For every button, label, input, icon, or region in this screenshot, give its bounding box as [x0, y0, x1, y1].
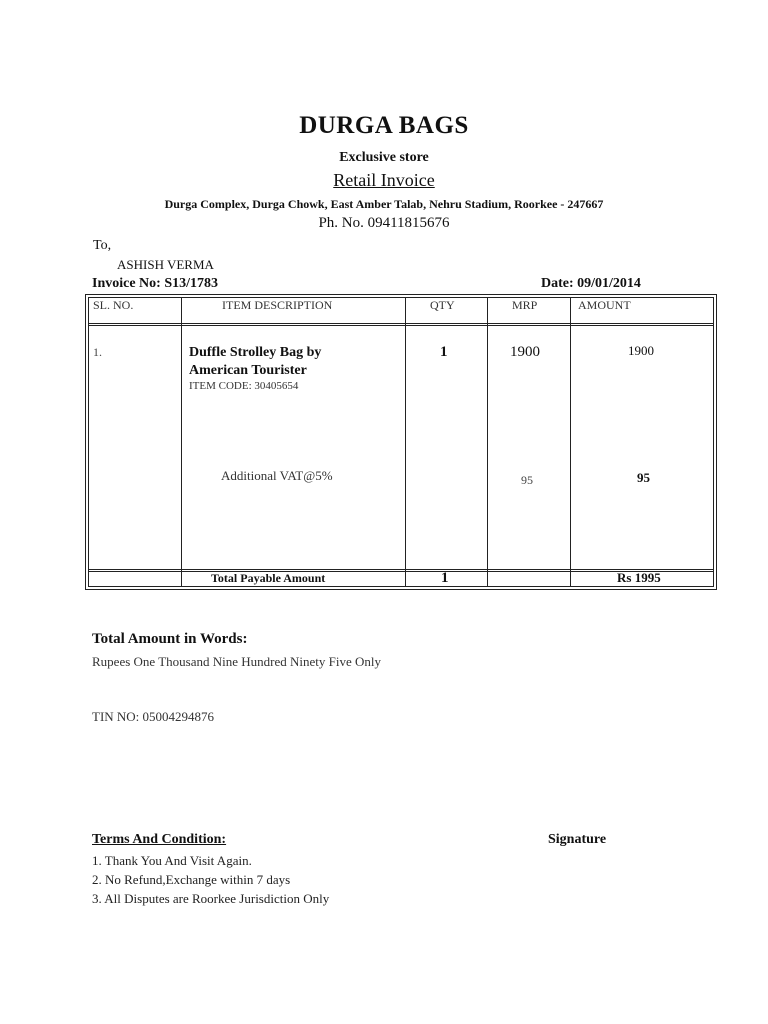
column-divider [487, 297, 488, 587]
column-header-item-description: ITEM DESCRIPTION [222, 298, 333, 312]
customer-name: ASHISH VERMA [117, 257, 214, 272]
column-divider [181, 297, 182, 587]
vat-mrp: 95 [521, 473, 533, 487]
terms-item: 2. No Refund,Exchange within 7 days [92, 872, 291, 887]
item-code: ITEM CODE: 30405654 [189, 380, 299, 392]
item-description-line2: American Tourister [189, 363, 307, 378]
invoice-number: Invoice No: S13/1783 [92, 276, 218, 291]
amount-in-words-title: Total Amount in Words: [92, 631, 248, 647]
store-address: Durga Complex, Durga Chowk, East Amber Talab, Nehru Stadium, Roorkee - 247667 [164, 197, 604, 211]
signature-label: Signature [548, 832, 607, 847]
item-description-line1: Duffle Strolley Bag by [189, 345, 322, 360]
store-tagline: Exclusive store [339, 150, 429, 165]
terms-item: 1. Thank You And Visit Again. [92, 853, 252, 868]
vat-label: Additional VAT@5% [221, 468, 333, 483]
column-header-amount: AMOUNT [578, 298, 631, 312]
item-mrp: 1900 [510, 344, 540, 360]
total-amount: Rs 1995 [617, 570, 661, 585]
business-name: DURGA BAGS [299, 112, 469, 139]
column-header-sl-no: SL. NO. [93, 298, 134, 312]
item-sl-no: 1. [93, 345, 102, 359]
terms-title: Terms And Condition: [92, 832, 227, 847]
amount-in-words-text: Rupees One Thousand Nine Hundred Ninety Five Only [92, 654, 381, 669]
item-amount: 1900 [628, 343, 654, 358]
column-header-mrp: MRP [512, 298, 538, 312]
column-divider [570, 297, 571, 587]
vat-amount: 95 [637, 470, 650, 485]
total-qty: 1 [441, 570, 449, 586]
column-header-qty: QTY [430, 298, 455, 312]
invoice-date: Date: 09/01/2014 [541, 276, 641, 291]
tin-number: TIN NO: 05004294876 [92, 709, 215, 724]
document-type-title: Retail Invoice [333, 170, 435, 190]
terms-item: 3. All Disputes are Roorkee Jurisdiction Only [92, 891, 330, 906]
store-phone: Ph. No. 09411815676 [318, 215, 450, 231]
to-label: To, [93, 238, 112, 253]
total-label: Total Payable Amount [211, 571, 326, 585]
item-qty: 1 [440, 344, 448, 360]
column-divider [405, 297, 406, 587]
